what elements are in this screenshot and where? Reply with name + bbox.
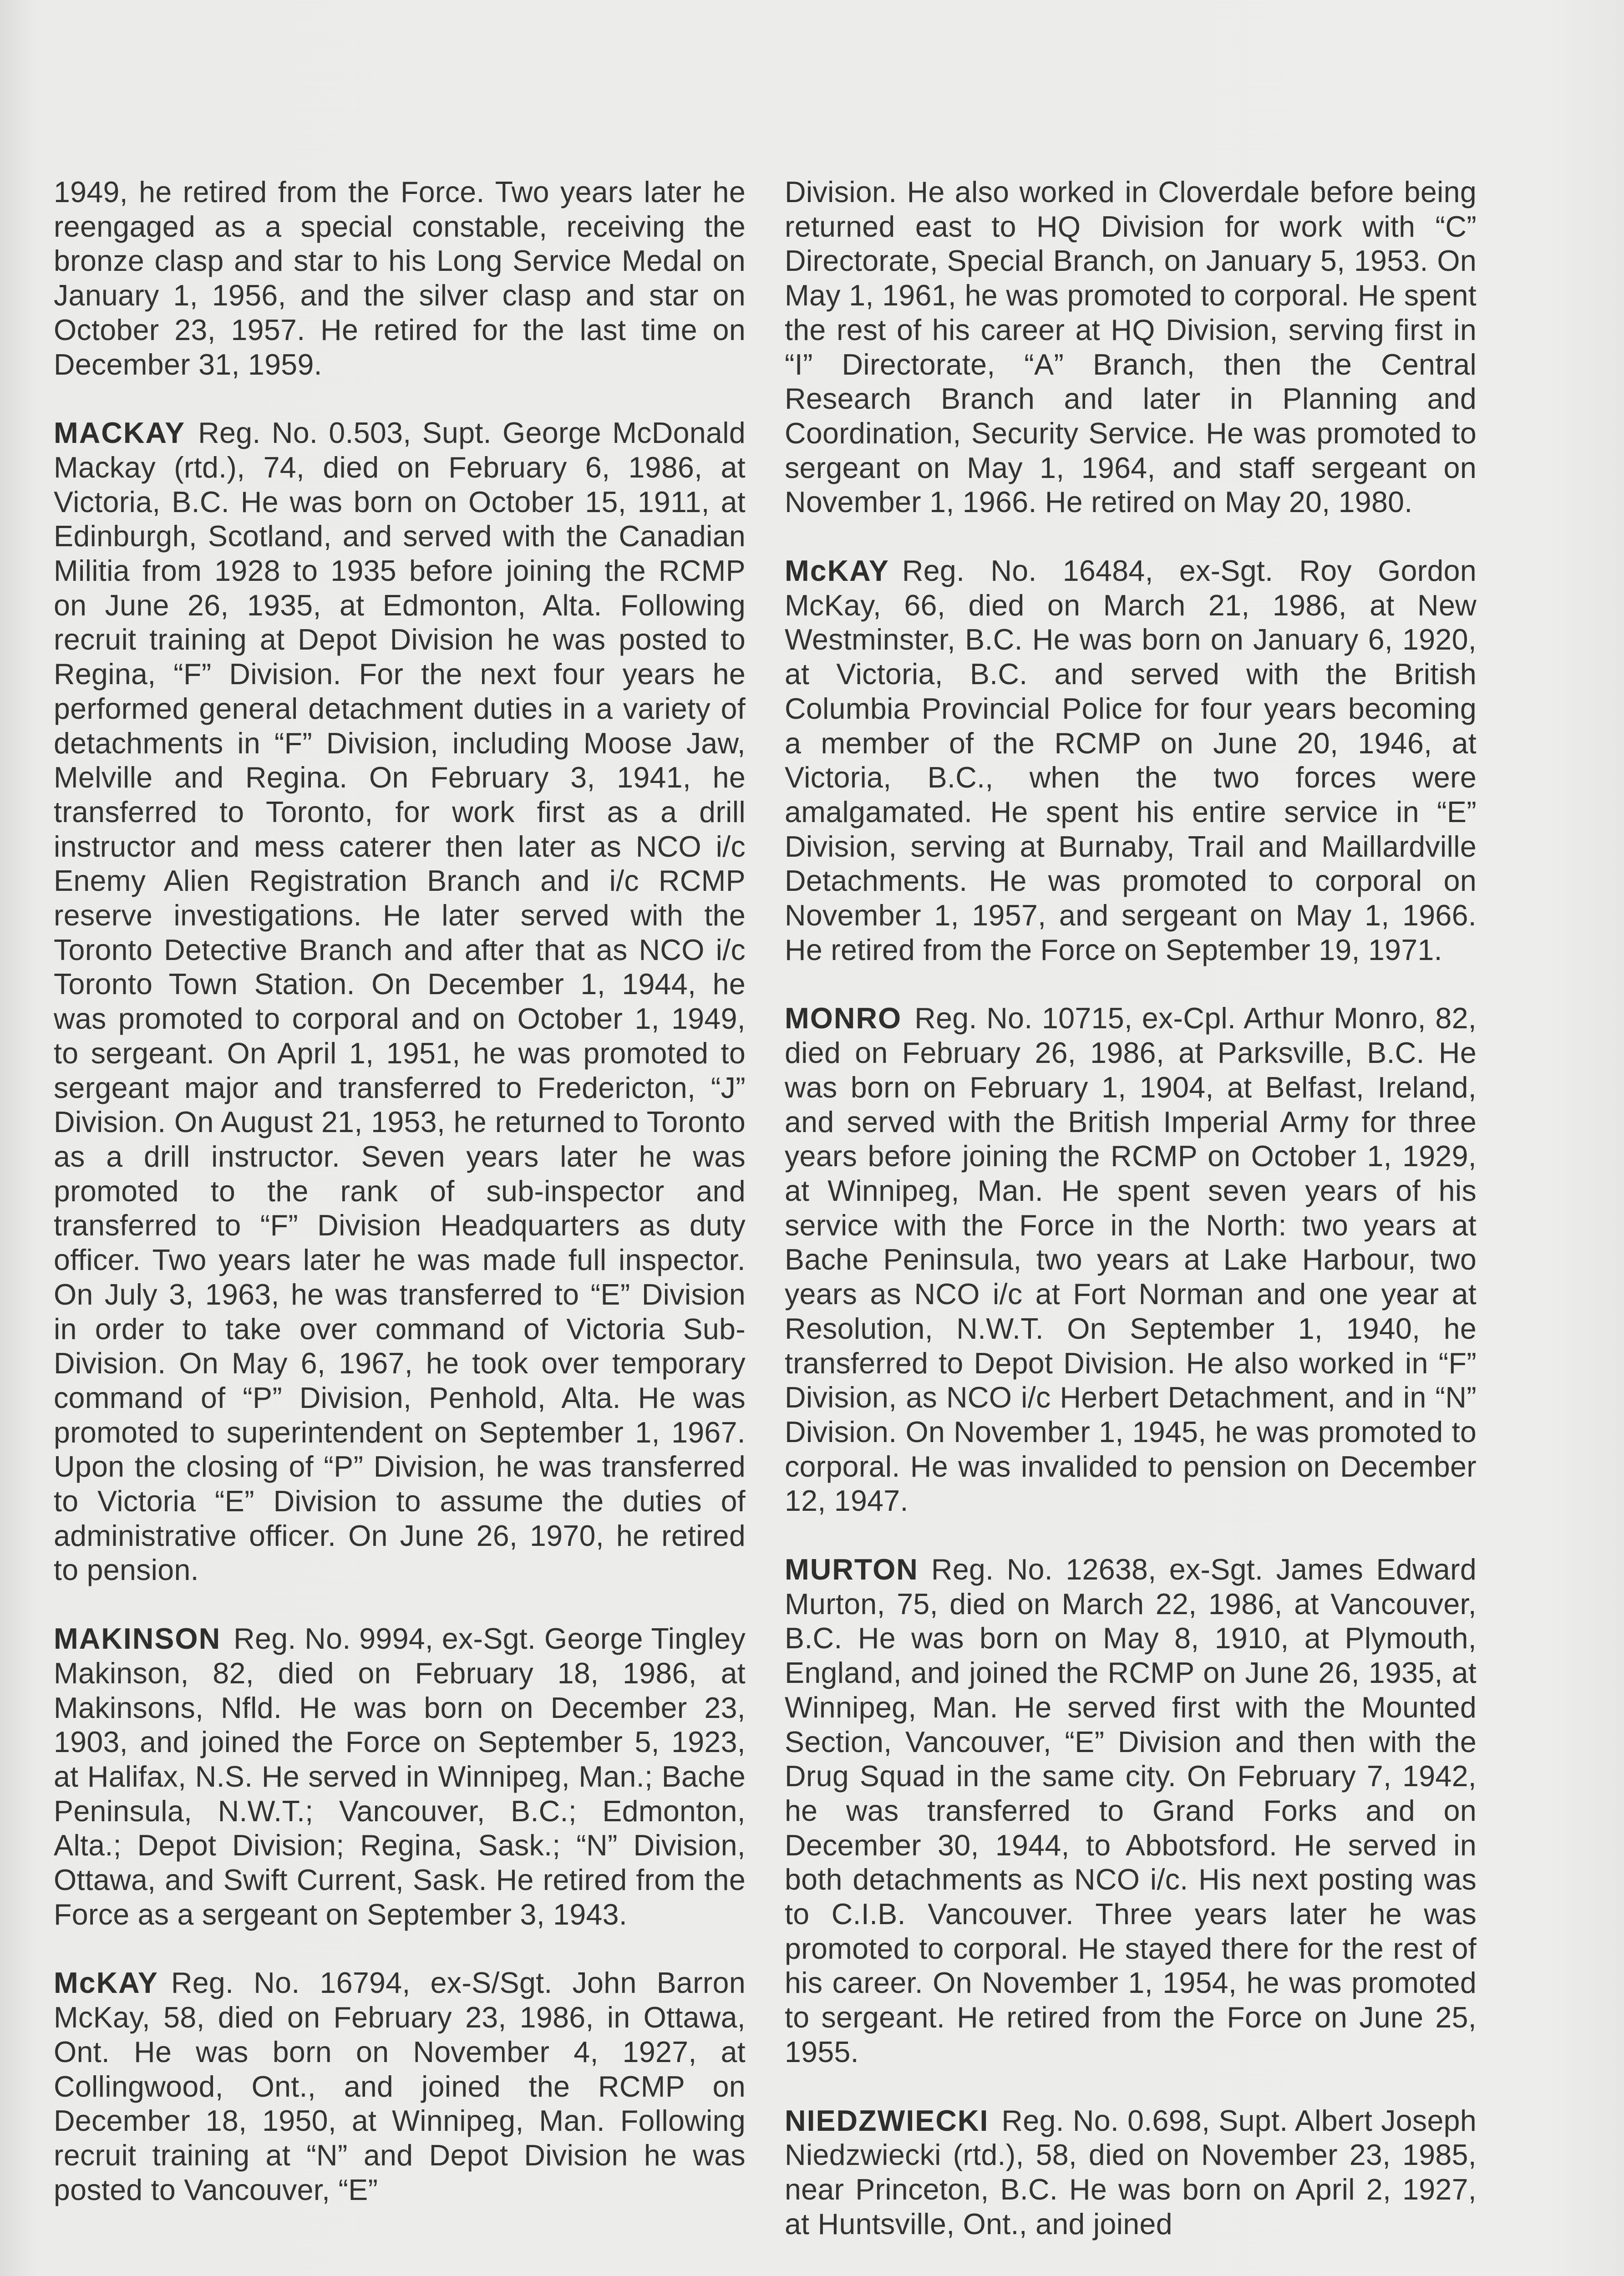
continuation-text: Division. He also worked in Cloverdale before being returned east to HQ Division for work with “C” Directorate, Special Branch, on January 5, 1953. On May 1, 1961, he was promoted to corporal. He spent the rest of his career at HQ Division, serving first in “I” Directorate, “A” Branch, then the Central Research Branch and later in Planning and Coordination, Security Service. He was promoted to sergeant on May 1, 1964, and staff sergeant on November 1, 1966. He retired on May 20, 1980. (785, 176, 1477, 519)
obituary-entry (785, 2104, 1477, 2242)
obituary-entry (54, 416, 746, 1588)
obituary-entry (785, 1001, 1477, 1519)
entry-surname: MACKAY (54, 417, 186, 450)
left-column (54, 175, 746, 2241)
entry-text: Reg. No. 0.698, Supt. Albert Joseph Niedzwiecki (rtd.), 58, died on November 23, 1985, near Princeton, B.C. He was born on April 2, 1927, at Huntsville, Ont., and joined (785, 2104, 1477, 2240)
entry-surname: McKAY (54, 1966, 158, 2000)
entry-surname: MURTON (785, 1553, 919, 1586)
entry-text: Reg. No. 0.503, Supt. George McDonald Mackay (rtd.), 74, died on February 6, 1986, at Victoria, B.C. He was born on October 15, 1911, at Edinburgh, Scotland, and served with the Canadian Militia from 1928 to 1935 before joining the RCMP on June 26, 1935, at Edmonton, Alta. Following recruit training at Depot Division he was posted to Regina, “F” Division. For the next four years he performed general detachment duties in a variety of detachments in “F” Division, including Moose Jaw, Melville and Regina. On February 3, 1941, he transferred to Toronto, for work first as a drill instructor and mess caterer then later as NCO i/c Enemy Alien Registration Branch and i/c RCMP reserve investigations. He later served with the Toronto Detective Branch and after that as NCO i/c Toronto Town Station. On December 1, 1944, he was promoted to corporal and on October 1, 1949, to sergeant. On April 1, 1951, he was promoted to sergeant major and transferred to Fredericton, “J” Division. On August 21, 1953, he returned to Toronto as a drill instructor. Seven years later he was promoted to the rank of sub-inspector and transferred to “F” Division Headquarters as duty officer. Two years later he was made full inspector. On July 3, 1963, he was transferred to “E” Division in order to take over command of Victoria Sub-Division. On May 6, 1967, he took over temporary command of “P” Division, Penhold, Alta. He was promoted to superintendent on September 1, 1967. Upon the closing of “P” Division, he was transferred to Victoria “E” Division to assume the duties of administrative officer. On June 26, 1970, he retired to pension. (54, 417, 746, 1587)
entry-text: Reg. No. 16794, ex-S/Sgt. John Barron McKay, 58, died on February 23, 1986, in Ottawa, Ont. He was born on November 4, 1927, at Collingwood, Ont., and joined the RCMP on December 18, 1950, at Winnipeg, Man. Following recruit training at “N” and Depot Division he was posted to Vancouver, “E” (54, 1966, 746, 2206)
entry-surname: MAKINSON (54, 1622, 221, 1656)
continuation-paragraph (785, 175, 1477, 520)
entry-text: Reg. No. 12638, ex-Sgt. James Edward Murton, 75, died on March 22, 1986, at Vancouver, B.C. He was born on May 8, 1910, at Plymouth, England, and joined the RCMP on June 26, 1935, at Winnipeg, Man. He served first with the Mounted Section, Vancouver, “E” Division and then with the Drug Squad in the same city. On February 7, 1942, he was transferred to Grand Forks and on December 30, 1944, to Abbotsford. He served in both detachments as NCO i/c. His next posting was to C.I.B. Vancouver. Three years later he was promoted to corporal. He stayed there for the rest of his career. On November 1, 1954, he was promoted to sergeant. He retired from the Force on June 25, 1955. (785, 1553, 1477, 2068)
entry-surname: McKAY (785, 554, 889, 588)
entry-surname: NIEDZWIECKI (785, 2104, 989, 2137)
continuation-paragraph (54, 175, 746, 382)
entry-surname: MONRO (785, 1002, 902, 1035)
obituary-entry (785, 1553, 1477, 2070)
right-column (785, 175, 1477, 2276)
entry-text: Reg. No. 9994, ex-Sgt. George Tingley Makinson, 82, died on February 18, 1986, at Makinsons, Nfld. He was born on December 23, 1903, and joined the Force on September 5, 1923, at Halifax, N.S. He served in Winnipeg, Man.; Bache Peninsula, N.W.T.; Vancouver, B.C.; Edmonton, Alta.; Depot Division; Regina, Sask.; “N” Division, Ottawa, and Swift Current, Sask. He retired from the Force as a sergeant on September 3, 1943. (54, 1622, 746, 1931)
continuation-text: 1949, he retired from the Force. Two years later he reengaged as a special constable, receiving the bronze clasp and star to his Long Service Medal on January 1, 1956, and the silver clasp and star on October 23, 1957. He retired for the last time on December 31, 1959. (54, 176, 746, 381)
obituary-entry (785, 554, 1477, 967)
obituary-entry (54, 1966, 746, 2207)
entry-text: Reg. No. 10715, ex-Cpl. Arthur Monro, 82, died on February 26, 1986, at Parksville, B.C. He was born on February 1, 1904, at Belfast, Ireland, and served with the British Imperial Army for three years before joining the RCMP on October 1, 1929, at Winnipeg, Man. He spent seven years of his service with the Force in the North: two years at Bache Peninsula, two years at Lake Harbour, two years as NCO i/c at Fort Norman and one year at Resolution, N.W.T. On September 1, 1940, he transferred to Depot Division. He also worked in “F” Division, as NCO i/c Herbert Detachment, and in “N” Division. On November 1, 1945, he was promoted to corporal. He was invalided to pension on December 12, 1947. (785, 1002, 1477, 1518)
entry-text: Reg. No. 16484, ex-Sgt. Roy Gordon McKay, 66, died on March 21, 1986, at New Westminster, B.C. He was born on January 6, 1920, at Victoria, B.C. and served with the British Columbia Provincial Police for four years becoming a member of the RCMP on June 20, 1946, at Victoria, B.C., when the two forces were amalgamated. He spent his entire service in “E” Division, serving at Burnaby, Trail and Maillardville Detachments. He was promoted to corporal on November 1, 1957, and sergeant on May 1, 1966. He retired from the Force on September 19, 1971. (785, 554, 1477, 966)
obituary-entry (54, 1622, 746, 1932)
